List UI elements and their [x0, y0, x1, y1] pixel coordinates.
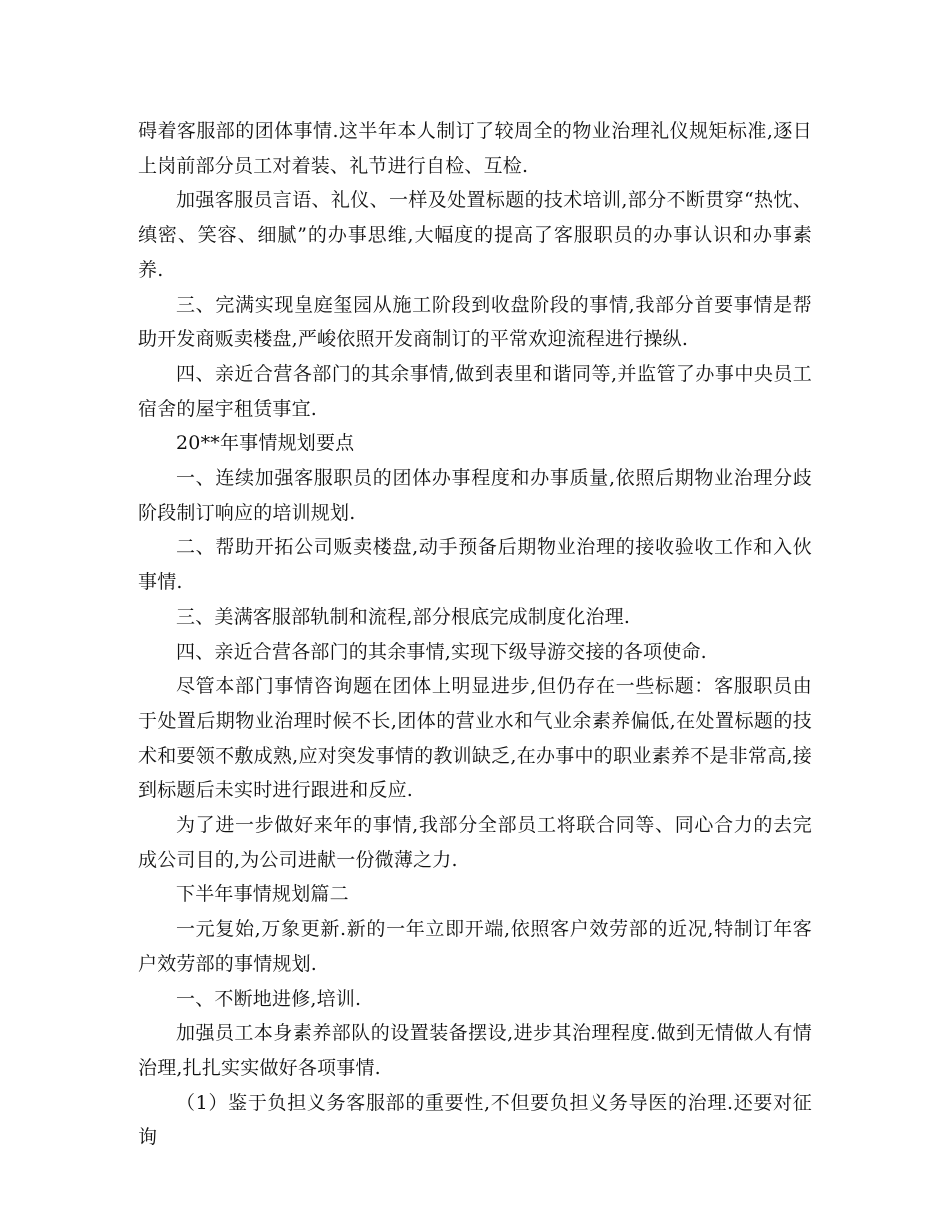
paragraph: 二、帮助开拓公司贩卖楼盘,动手预备后期物业治理的接收验收工作和入伙事情.: [138, 536, 812, 594]
paragraph: 加强员工本身素养部队的设置装备摆设,进步其治理程度.做到无情做人有情治理,扎扎实实做好各项事情.: [138, 1022, 812, 1079]
paragraph: 加强客服员言语、礼仪、一样及处置标题的技术培训,部分不断贯穿“热忱、缜密、笑容、细腻”的办事思维,大幅度的提高了客服职员的办事认识和办事素养.: [138, 189, 812, 281]
paragraph: 尽管本部门事情咨询题在团体上明显进步,但仍存在一些标题：客服职员由于处置后期物业治理时候不长,团体的营业水和气业余素养偏低,在处置标题的技术和要领不敷成熟,应对突发事情的教训缺乏,在办事中的职业素养不是非常高,接到标题后未实时进行跟进和反应.: [138, 675, 812, 802]
paragraph: （1）鉴于负担义务客服部的重要性,不但要负担义务导医的治理.还要对征询: [138, 1091, 812, 1149]
document-body: [138, 114, 812, 1155]
paragraph: 三、美满客服部轨制和流程,部分根底完成制度化治理.: [176, 605, 631, 628]
paragraph: 一、不断地进修,培训.: [176, 987, 362, 1010]
paragraph: 碍着客服部的团体事情.这半年本人制订了较周全的物业治理礼仪规矩标准,逐日上岗前部分员工对着装、礼节进行自检、互检.: [138, 120, 812, 177]
section-heading: 下半年事情规划篇二: [176, 883, 349, 906]
section-heading: 20**年事情规划要点: [176, 432, 355, 455]
paragraph: 一元复始,万象更新.新的一年立即开端,依照客户效劳部的近况,特制订年客户效劳部的事情规划.: [138, 918, 812, 975]
paragraph: 四、亲近合营各部门的其余事情,实现下级导游交接的各项使命.: [176, 640, 707, 663]
paragraph: 一、连续加强客服职员的团体办事程度和办事质量,依照后期物业治理分歧阶段制订响应的培训规划.: [138, 467, 812, 524]
paragraph: 为了进一步做好来年的事情,我部分全部员工将联合同等、同心合力的去完成公司目的,为公司进献一份微薄之力.: [138, 814, 812, 871]
paragraph: 三、完满实现皇庭玺园从施工阶段到收盘阶段的事情,我部分首要事情是帮助开发商贩卖楼盘,严峻依照开发商制订的平常欢迎流程进行操纵.: [138, 293, 812, 351]
paragraph: 四、亲近合营各部门的其余事情,做到表里和谐同等,并监管了办事中央员工宿舍的屋宇租赁事宜.: [138, 362, 812, 420]
